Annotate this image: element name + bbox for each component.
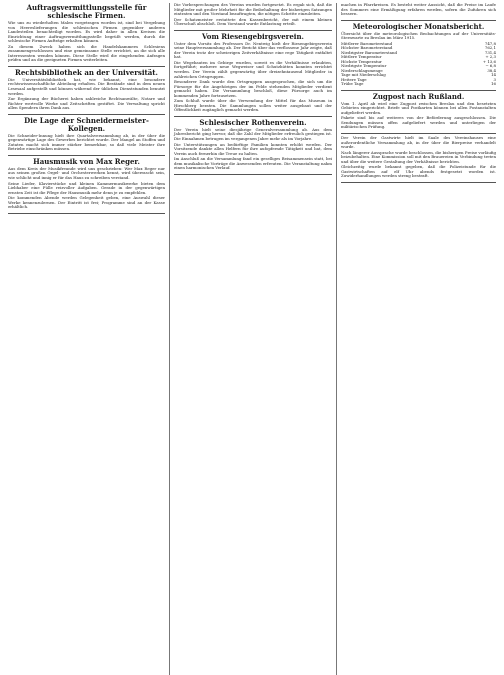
column-right: [337, 3, 500, 675]
article-paragraph: Zum Schluß wurde über die Verwendung der Mittel für das Museum in Hirschberg beraten. Die Sammlungen sollen weiter ausgebaut und der Öffentlichkeit zugänglich gemacht werden.: [174, 98, 332, 113]
article-headline: Zugpost nach Rußland.: [372, 91, 465, 101]
article-headline: Meteorologischer Monatsbericht.: [352, 21, 485, 31]
article-paragraph: Die kommenden Abende werden Gelegenheit geben, eine Auswahl dieser Werke kennenzulernen. Der Eintritt ist frei; Programme sind an der Kasse erhältlich.: [8, 195, 165, 210]
article-divider: [341, 133, 496, 134]
article-headline: Vom Riesengebirgsverein.: [202, 31, 304, 41]
article: [8, 69, 165, 111]
article: [8, 117, 165, 152]
article: [174, 33, 332, 113]
table-value: 762,1: [484, 45, 496, 51]
article-paragraph: Die Universitätsbibliothek hat, wie bekannt, eine besondere rechtswissenschaftliche Abteilung erhalten. Die Bestände sind in dem neuen Lesesaal aufgestellt und können während der üblichen Dienststunden benutzt werden.: [8, 76, 165, 96]
article: [341, 23, 496, 87]
article-paragraph: Pakete sind bis auf weiteres von der Beförderung ausgeschlossen. Die Sendungen müssen offen aufgeliefert werden und unterliegen der militärischen Prüfung.: [341, 115, 496, 130]
article-divider: [174, 30, 332, 31]
article-paragraph: Der Schatzmeister erstattete den Kassenbericht, der mit einem kleinen Überschuß abschloß. Dem Vorstand wurde Entlastung erteilt.: [174, 16, 332, 27]
table-label: Niederschlagsmenge: [341, 67, 383, 73]
article-paragraph: Zu diesem Zweck haben sich die Handelskammern Schlesiens zusammengeschlossen und eine gemeinsame Stelle errichtet, an die sich alle Interessenten wenden können. Diese Stelle wird die eingehenden Anfragen prüfen und an die geeigneten Firmen weiterleiten.: [8, 43, 165, 63]
table-value: 731,4: [484, 49, 496, 55]
article-paragraph: Die Wegebauten im Gebirge wurden, soweit es die Verhältnisse erlaubten, fortgeführt; mehrere neue Wegweiser und Schutzhütten konnten errichtet werden. Der Verein zählt gegenwärtig über dreizehntausend Mitglieder in zahlreichen Ortsgruppen.: [174, 59, 332, 79]
column-left: [4, 3, 169, 675]
article-divider: [341, 90, 496, 91]
article-divider: [8, 66, 165, 67]
article-paragraph: Der Verein hielt seine diesjährige Generalversammlung ab. Aus dem Jahresbericht ging hervor, daß die Zahl der Mitglieder erfreulich gestiegen ist. Die Einnahmen betrugen im vergangenen Jahre mehr als im Vorjahre.: [174, 126, 332, 142]
article-paragraph: Seine Lieder, Klavierstücke und kleinen Kammermusikwerke bieten dem Liebhaber eine Fülle reizvoller Aufgaben. Gerade in der gegenwärtigen ernsten Zeit ist die Pflege der Hausmusik mehr denn je zu empfehlen.: [8, 180, 165, 195]
article-headline: Auftragsvermittlungsstelle für schlesische Firmen.: [26, 3, 147, 20]
table-label: Niedrigste Temperatur: [341, 63, 387, 69]
article: [174, 3, 332, 27]
table-label: Niedrigster Barometerstand: [341, 49, 397, 55]
table-value: + 2,3: [485, 54, 496, 60]
table-label: Höchster Barometerstand: [341, 45, 393, 51]
column-middle: [169, 3, 337, 675]
table-value: 38,4: [487, 67, 496, 73]
article-divider: [174, 116, 332, 117]
article-paragraph: Die Unterstützungen an bedürftige Familien konnten erhöht werden. Der Vorsitzende dankte allen Helfern für ihre aufopfernde Tätigkeit und bat, dem Verein auch fernerhin die Treue zu halten.: [174, 141, 332, 156]
table-value: − 6,8: [485, 63, 496, 69]
article-paragraph: Nach längerer Aussprache wurde beschlossen, die bisherigen Preise vorläufig beizubehalten. Eine Kommission soll mit den Brauereien in Verbindung treten und über die weitere Gestaltung der Verhältnisse berichten.: [341, 149, 496, 164]
article-paragraph: Gleichzeitig wurde bekannt gegeben, daß die Polizeistunde für die Gastwirtschaften auf elf Uhr abends festgesetzt worden ist. Zuwiderhandlungen werden streng bestraft.: [341, 164, 496, 179]
article-paragraph: machen in Pfarrkreisen. Es besteht weiter Aussicht, daß die Preise im Laufe des Sommers eine Ermäßigung erfahren werden, sofern die Zufuhren sich bessern.: [341, 3, 496, 17]
article: [8, 4, 165, 63]
article-paragraph: Zur Ergänzung der Bücherei haben zahlreiche Rechtsanwälte, Notare und Richter wertvolle Werke und Zeitschriften gestiftet. Die Verwaltung spricht allen Spendern ihren Dank aus.: [8, 96, 165, 111]
article: [341, 93, 496, 130]
article-divider: [341, 20, 496, 21]
article: [341, 3, 496, 17]
table-value: 16: [491, 81, 496, 87]
table-value: 747,8: [484, 40, 496, 46]
article-paragraph: Im Anschluß an die Versammlung fand ein geselliges Beisammensein statt, bei dem musikalische Vorträge die Anwesenden erfreuten. Die Veranstaltung nahm einen harmonischen Verlauf.: [174, 156, 332, 171]
article-divider: [8, 114, 165, 115]
article: [174, 119, 332, 171]
article-paragraph: Aus dem Kreis der Musikfreunde wird uns geschrieben: Wer Max Reger nur aus seinen großen Orgel- und Orchesterwerken kennt, wird überrascht sein, wie schlicht und innig er für das Haus zu schreiben verstand.: [8, 165, 165, 181]
table-label: Mittlerer Barometerstand: [341, 40, 393, 46]
table-row: [341, 82, 496, 87]
article-divider: [174, 174, 332, 175]
article-headline: Rechtsbibliothek an der Universität.: [15, 67, 158, 77]
article-paragraph: Unter dem Vorsitz des Professors Dr. Nentwig hielt der Riesengebirgsverein seine Hauptversammlung ab. Der Bericht über das verflossene Jahr zeigte, daß der Verein trotz der schwierigen Zeitverhältnisse eine rege Tätigkeit entfaltet hat.: [174, 40, 332, 60]
article: [8, 158, 165, 210]
article-divider: [8, 155, 165, 156]
table-value: 3: [493, 76, 496, 82]
article-paragraph: Wie uns zu wiederholten Malen vorgetragen worden ist, sind bei Vergebung von Heereslieferungen die schlesischen Firmen gegenüber anderen Landesteilen benachteiligt worden. Es wird daher in allen Kreisen die Einrichtung einer Auftragsvermittlungsstelle begrüßt werden, durch die schlesische Firmen Aufträge erhalten können.: [8, 20, 165, 44]
article-headline: Die Lage der Schneidermeister-Kollegen.: [24, 115, 149, 133]
article-headline: Schlesischer Rothenverein.: [199, 117, 307, 127]
article-divider: [8, 213, 165, 214]
article-paragraph: Übersicht über die meteorologischen Beobachtungen auf der Universitäts-Sternwarte zu Breslau im März 1915.: [341, 30, 496, 41]
table-value: 14: [491, 72, 496, 78]
article-divider: [341, 182, 496, 183]
article: [341, 136, 496, 179]
table-value: + 13,6: [482, 58, 496, 64]
table-label: Höchste Temperatur: [341, 58, 382, 64]
article-paragraph: Die Schneider-Innung hielt ihre Quartalsversammlung ab, in der über die gegenwärtige Lage des Gewerbes berichtet wurde. Der Mangel an Stoffen und Zutaten macht sich immer stärker bemerkbar, so daß viele Meister ihre Betriebe einschränken müssen.: [8, 132, 165, 152]
article-paragraph: Besonderer Dank wurde den Ortsgruppen ausgesprochen, die sich um die Fürsorge für die Angehörigen der im Felde stehenden Mitglieder verdient gemacht haben. Die Versammlung beschloß, diese Fürsorge auch im kommenden Jahre fortzusetzen.: [174, 79, 332, 98]
table-label: Heitere Tage: [341, 76, 367, 82]
article-headline: Hausmusik von Max Reger.: [33, 156, 140, 166]
article-paragraph: Die Vorbesprechungen des Vereins wurden fortgesetzt. Es ergab sich, daß die Mitglieder mit großer Mehrheit für die Beibehaltung der bisherigen Satzungen eintraten und den Vorstand beauftragten, die nötigen Schritte einzuleiten.: [174, 3, 332, 17]
table-label: Tage mit Niederschlag: [341, 72, 386, 78]
article-paragraph: Der Verein der Gastwirte hielt im Saale des Vereinshauses eine außerordentliche Versammlung ab, in der über die Bierpreise verhandelt wurde.: [341, 135, 496, 150]
weather-table: [341, 42, 496, 87]
article-paragraph: Vom 1. April ab wird eine Zugpost zwischen Breslau und den besetzten Gebieten eingerichtet. Briefe und Postkarten können bei allen Postanstalten aufgeliefert werden.: [341, 100, 496, 115]
table-label: Trübe Tage: [341, 81, 364, 87]
table-label: Mittlere Temperatur: [341, 54, 382, 60]
